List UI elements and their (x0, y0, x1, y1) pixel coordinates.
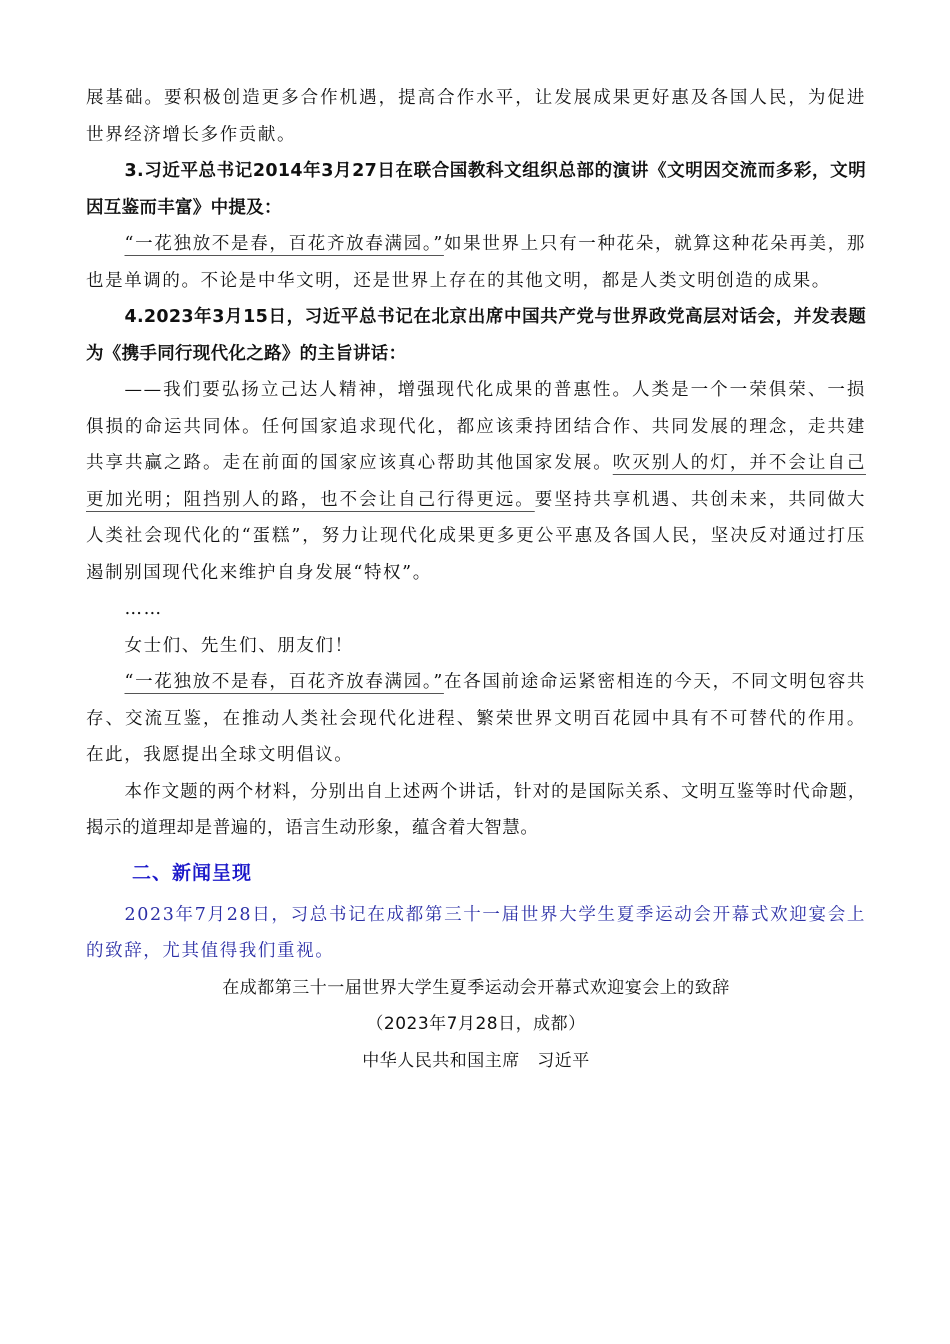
speech-author: 中华人民共和国主席 习近平 (362, 1050, 590, 1071)
item-3-body-text: 如果世界上只有一种花朵，就算这种花朵再美，那也是单调的。不论是中华文明，还是世界上存在的其他文明，都是人类文明创造的成果。 (86, 234, 866, 291)
speech-title: 在成都第三十一届世界大学生夏季运动会开幕式欢迎宴会上的致辞 (222, 977, 730, 998)
paragraph-continuation: 展基础。要积极创造更多合作机遇，提高合作水平，让发展成果更好惠及各国人民，为促进世界经济增长多作贡献。 (86, 88, 866, 145)
item-4-body-text-b: 要坚持共享机遇、共创未来，共同做大人类社会现代化的“蛋糕”，努力让现代化成果更多更公平惠及各国人民，坚决反对通过打压遏制别国现代化来维护自身发展“特权”。 (86, 489, 866, 583)
underlined-sentence: 吹灭别人的灯，并不会让自己更加光明；阻挡别人的路，也不会让自己行得更远。 (86, 453, 866, 510)
ellipsis: …… (124, 599, 163, 619)
quote-paragraph-text: 在各国前途命运紧密相连的今天，不同文明包容共存、交流互鉴，在推动人类社会现代化进程、繁荣世界文明百花园中具有不可替代的作用。在此，我愿提出全球文明倡议。 (86, 672, 866, 765)
item-3-heading: 3.习近平总书记2014年3月27日在联合国教科文组织总部的演讲《文明因交流而多彩，文明因互鉴而丰富》中提及： (86, 161, 866, 218)
item-3-body (86, 226, 866, 299)
item-4-body (86, 372, 866, 591)
section-2-heading: 二、新闻呈现 (132, 861, 253, 884)
greeting: 女士们、先生们、朋友们！ (124, 635, 354, 656)
underlined-quote: “一花独放不是春，百花齐放春满园。” (124, 234, 444, 254)
summary-paragraph: 本作文题的两个材料，分别出自上述两个讲话，针对的是国际关系、文明互鉴等时代命题，揭示的道理却是普遍的，语言生动形象，蕴含着大智慧。 (86, 781, 866, 838)
underlined-quote: “一花独放不是春，百花齐放春满园。” (124, 672, 444, 692)
speech-date: （2023年7月28日，成都） (366, 1014, 586, 1034)
quote-paragraph (86, 664, 866, 774)
item-4-heading: 4.2023年3月15日，习近平总书记在北京出席中国共产党与世界政党高层对话会，并发表题为《携手同行现代化之路》的主旨讲话： (86, 307, 866, 364)
section-2-intro: 2023年7月28日，习总书记在成都第三十一届世界大学生夏季运动会开幕式欢迎宴会上的致辞，尤其值得我们重视。 (86, 904, 866, 961)
item-4-body-text-a: ——我们要弘扬立己达人精神，增强现代化成果的普惠性。人类是一个一荣俱荣、一损俱损的命运共同体。任何国家追求现代化，都应该秉持团结合作、共同发展的理念，走共建共享共赢之路。走在前面的国家应该真心帮助其他国家发展。 (86, 380, 866, 473)
document-page (86, 80, 866, 1079)
